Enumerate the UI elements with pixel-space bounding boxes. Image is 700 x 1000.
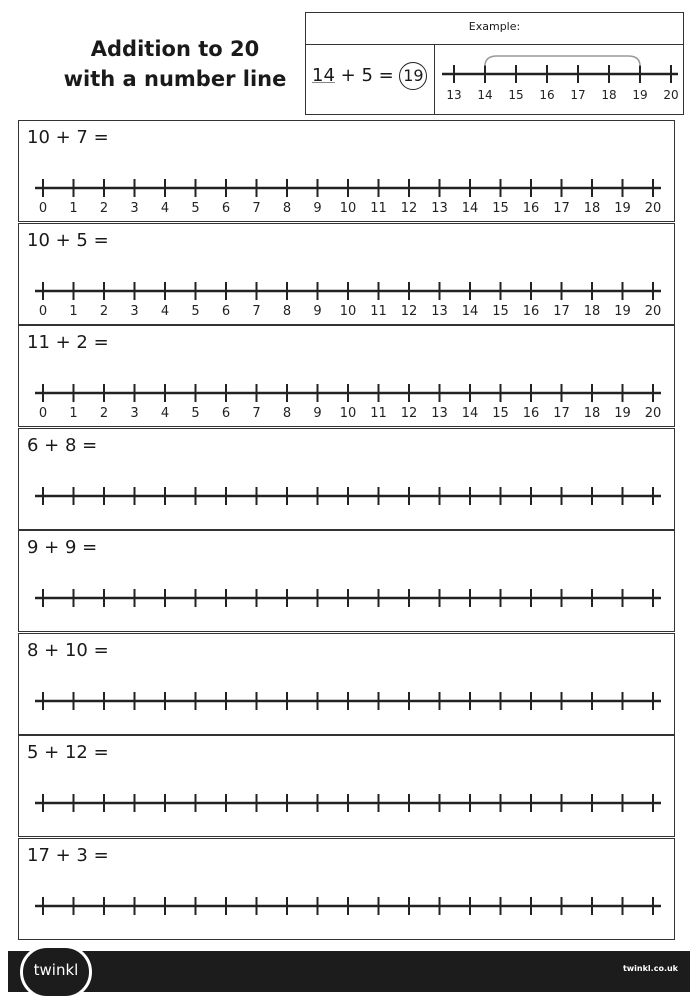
- example-rest: + 5 =: [340, 65, 400, 86]
- example-tick-label: 14: [477, 88, 493, 102]
- tick-label: 17: [553, 406, 570, 421]
- problem-question: 5 + 12 =: [27, 742, 109, 763]
- tick-label: 11: [370, 406, 387, 421]
- tick-label: 4: [160, 303, 170, 319]
- tick-label: 15: [492, 303, 509, 319]
- problem-box: [18, 120, 675, 222]
- tick-label: 16: [522, 303, 540, 319]
- example-answer-circled: 19: [399, 62, 427, 90]
- tick-label: 9: [313, 303, 322, 319]
- problem-question: 6 + 8 =: [27, 434, 98, 456]
- problem-box: [18, 428, 675, 530]
- tick-label: 11: [370, 201, 387, 216]
- tick-label: 5: [191, 406, 200, 421]
- tick-label: 12: [400, 303, 418, 319]
- number-line: [19, 224, 674, 324]
- tick-label: 15: [492, 406, 509, 421]
- tick-label: 15: [492, 201, 509, 216]
- worksheet-title: [50, 34, 300, 94]
- tick-label: 3: [130, 303, 139, 319]
- number-line: [19, 839, 674, 939]
- problem-box: [18, 838, 675, 940]
- tick-label: 10: [339, 303, 357, 319]
- example-tick-label: 15: [508, 88, 524, 102]
- tick-label: 0: [38, 406, 48, 421]
- tick-label: 13: [431, 201, 448, 216]
- number-line: [19, 326, 674, 426]
- tick-label: 2: [99, 201, 109, 216]
- example-box: [305, 12, 684, 115]
- tick-label: 12: [400, 201, 418, 216]
- example-tick-label: 13: [446, 88, 462, 102]
- tick-label: 8: [282, 303, 292, 319]
- tick-label: 14: [461, 201, 479, 216]
- tick-label: 2: [99, 303, 109, 319]
- problem-question: 8 + 10 =: [27, 639, 109, 661]
- tick-label: 5: [191, 303, 200, 319]
- tick-label: 6: [221, 406, 231, 421]
- tick-label: 20: [644, 201, 662, 216]
- example-jump-arc: [485, 56, 640, 66]
- tick-label: 12: [400, 406, 418, 421]
- tick-label: 11: [370, 303, 387, 319]
- example-tick-label: 20: [663, 88, 679, 102]
- example-tick-label: 18: [601, 88, 617, 102]
- example-number-line-cell: [434, 44, 683, 114]
- number-line: [19, 736, 674, 836]
- tick-label: 13: [431, 303, 448, 319]
- tick-label: 3: [130, 406, 139, 421]
- example-tick-label: 16: [539, 88, 555, 102]
- twinkl-logo: twinkl: [20, 945, 92, 999]
- tick-label: 10: [339, 201, 357, 216]
- tick-label: 10: [339, 406, 357, 421]
- tick-label: 18: [583, 303, 601, 319]
- tick-label: 6: [221, 201, 231, 216]
- tick-label: 1: [69, 406, 78, 421]
- tick-label: 1: [69, 303, 78, 319]
- example-number-line: [434, 44, 684, 116]
- tick-label: 17: [553, 201, 570, 216]
- tick-label: 3: [130, 201, 139, 216]
- tick-label: 5: [191, 201, 200, 216]
- tick-label: 7: [252, 406, 261, 421]
- problem-box: [18, 735, 675, 837]
- example-start-number: 14: [312, 65, 335, 86]
- tick-label: 14: [461, 303, 479, 319]
- tick-label: 19: [614, 303, 631, 319]
- problem-box: [18, 223, 675, 325]
- tick-label: 0: [38, 303, 48, 319]
- problem-box: [18, 530, 675, 632]
- tick-label: 1: [69, 201, 78, 216]
- tick-label: 18: [583, 406, 601, 421]
- footer-bar: [8, 951, 690, 992]
- tick-label: 4: [160, 201, 170, 216]
- number-line: [19, 121, 674, 221]
- example-equation-cell: [306, 44, 435, 114]
- tick-label: 20: [644, 303, 662, 319]
- tick-label: 20: [644, 406, 662, 421]
- problem-question: 11 + 2 =: [27, 332, 109, 353]
- tick-label: 19: [614, 201, 631, 216]
- example-tick-label: 19: [632, 88, 648, 102]
- problem-box: [18, 325, 675, 427]
- tick-label: 2: [99, 406, 109, 421]
- tick-label: 8: [282, 406, 292, 421]
- tick-label: 16: [522, 406, 540, 421]
- tick-label: 4: [160, 406, 170, 421]
- tick-label: 7: [252, 303, 261, 319]
- tick-label: 16: [522, 201, 540, 216]
- tick-label: 6: [221, 303, 231, 319]
- tick-label: 7: [252, 201, 261, 216]
- tick-label: 8: [282, 201, 292, 216]
- problem-box: [18, 633, 675, 735]
- example-equation: [312, 62, 427, 90]
- number-line: [19, 531, 674, 631]
- problem-question: 9 + 9 =: [27, 537, 98, 558]
- title-line-1: Addition to 20: [90, 37, 260, 61]
- problem-question: 10 + 7 =: [27, 127, 109, 148]
- example-header: Example:: [306, 13, 683, 45]
- tick-label: 13: [431, 406, 448, 421]
- problem-question: 10 + 5 =: [27, 229, 109, 251]
- tick-label: 0: [38, 201, 48, 216]
- example-tick-label: 17: [570, 88, 586, 102]
- tick-label: 9: [313, 406, 322, 421]
- tick-label: 18: [583, 201, 601, 216]
- tick-label: 9: [313, 201, 322, 216]
- tick-label: 17: [553, 303, 570, 319]
- number-line: [19, 429, 674, 529]
- title-line-2: with a number line: [63, 67, 287, 91]
- tick-label: 19: [614, 406, 631, 421]
- problem-question: 17 + 3 =: [27, 844, 109, 866]
- number-line: [19, 634, 674, 734]
- tick-label: 14: [461, 406, 479, 421]
- footer-url: twinkl.co.uk: [622, 964, 678, 973]
